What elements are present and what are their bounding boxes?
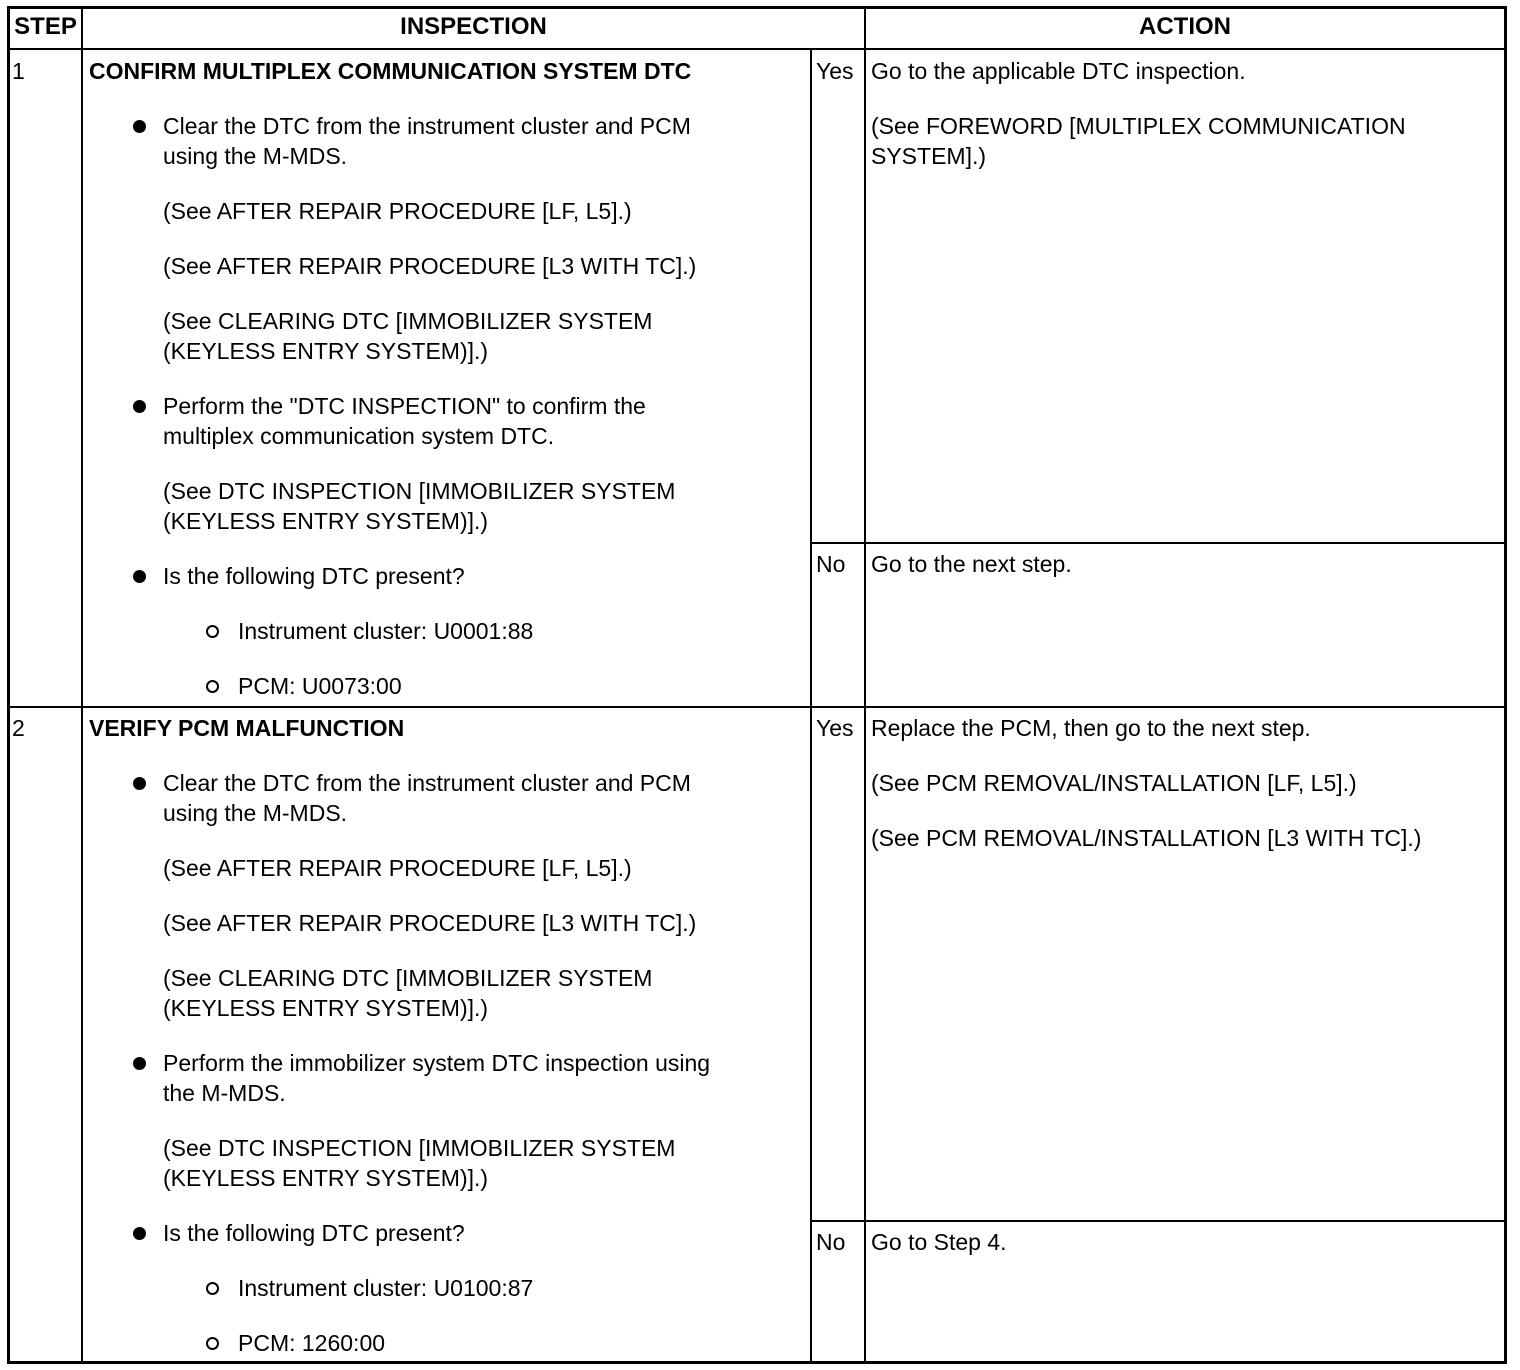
inspection-reference: (See CLEARING DTC [IMMOBILIZER SYSTEM [163,965,653,991]
dtc-item: Instrument cluster: U0100:87 [238,1275,534,1301]
inspection-reference: (See AFTER REPAIR PROCEDURE [LF, L5].) [163,855,632,881]
sub-bullet-icon [206,1282,219,1295]
action-line: Replace the PCM, then go to the next step. [871,715,1311,741]
inspection-reference: (See AFTER REPAIR PROCEDURE [L3 WITH TC].) [163,910,697,936]
inspection-line: Clear the DTC from the instrument cluster and PCM [163,770,691,796]
row-2-yes-no-divider [810,1220,1507,1222]
inspection-line: multiplex communication system DTC. [163,423,555,449]
header-divider [7,48,1507,50]
yes-label: Yes [816,715,854,741]
sub-bullet-icon [206,625,219,638]
row-1-yes-no-divider [810,542,1507,544]
inspection-reference: (KEYLESS ENTRY SYSTEM)].) [163,338,489,364]
inspection-reference: (See AFTER REPAIR PROCEDURE [L3 WITH TC].) [163,253,697,279]
table-border-left [7,6,10,1364]
sub-bullet-icon [206,1337,219,1350]
inspection-reference: (See DTC INSPECTION [IMMOBILIZER SYSTEM [163,478,676,504]
action-line: Go to the next step. [871,551,1072,577]
action-line: Go to Step 4. [871,1229,1007,1255]
inspection-line: Is the following DTC present? [163,1220,465,1246]
inspection-reference: (KEYLESS ENTRY SYSTEM)].) [163,1165,489,1191]
no-label: No [816,1229,846,1255]
header-action: ACTION [1139,13,1231,40]
action-reference: (See FOREWORD [MULTIPLEX COMMUNICATION [871,113,1406,139]
bullet-icon [133,120,146,133]
dtc-item: Instrument cluster: U0001:88 [238,618,534,644]
inspection-reference: (See CLEARING DTC [IMMOBILIZER SYSTEM [163,308,653,334]
dtc-item: PCM: 1260:00 [238,1330,386,1356]
table-border-bottom [7,1361,1507,1364]
row-divider [7,706,1507,708]
step-number: 1 [12,58,25,84]
inspection-line: the M-MDS. [163,1080,286,1106]
step-title: VERIFY PCM MALFUNCTION [89,715,405,741]
action-column-divider [864,6,866,1364]
action-line: Go to the applicable DTC inspection. [871,58,1246,84]
action-reference: (See PCM REMOVAL/INSTALLATION [LF, L5].) [871,770,1357,796]
inspection-reference: (KEYLESS ENTRY SYSTEM)].) [163,995,489,1021]
step-column-divider [81,6,83,1364]
inspection-line: Clear the DTC from the instrument cluster and PCM [163,113,691,139]
no-label: No [816,551,846,577]
bullet-icon [133,1057,146,1070]
inspection-line: Perform the immobilizer system DTC inspection using [163,1050,711,1076]
inspection-line: Is the following DTC present? [163,563,465,589]
action-reference: (See PCM REMOVAL/INSTALLATION [L3 WITH TC].) [871,825,1422,851]
inspection-line: Perform the "DTC INSPECTION" to confirm the [163,393,646,419]
action-reference: SYSTEM].) [871,143,987,169]
header-inspection: INSPECTION [400,13,547,40]
step-title: CONFIRM MULTIPLEX COMMUNICATION SYSTEM DTC [89,58,692,84]
yes-label: Yes [816,58,854,84]
header-step: STEP [14,13,77,40]
table-border-right [1504,6,1507,1364]
bullet-icon [133,1227,146,1240]
yes-no-column-divider [810,48,812,1364]
inspection-reference: (See DTC INSPECTION [IMMOBILIZER SYSTEM [163,1135,676,1161]
inspection-line: using the M-MDS. [163,800,348,826]
table-border-top [7,6,1507,9]
dtc-item: PCM: U0073:00 [238,673,402,699]
bullet-icon [133,400,146,413]
inspection-line: using the M-MDS. [163,143,348,169]
sub-bullet-icon [206,680,219,693]
bullet-icon [133,570,146,583]
inspection-reference: (See AFTER REPAIR PROCEDURE [LF, L5].) [163,198,632,224]
inspection-reference: (KEYLESS ENTRY SYSTEM)].) [163,508,489,534]
step-number: 2 [12,715,25,741]
bullet-icon [133,777,146,790]
